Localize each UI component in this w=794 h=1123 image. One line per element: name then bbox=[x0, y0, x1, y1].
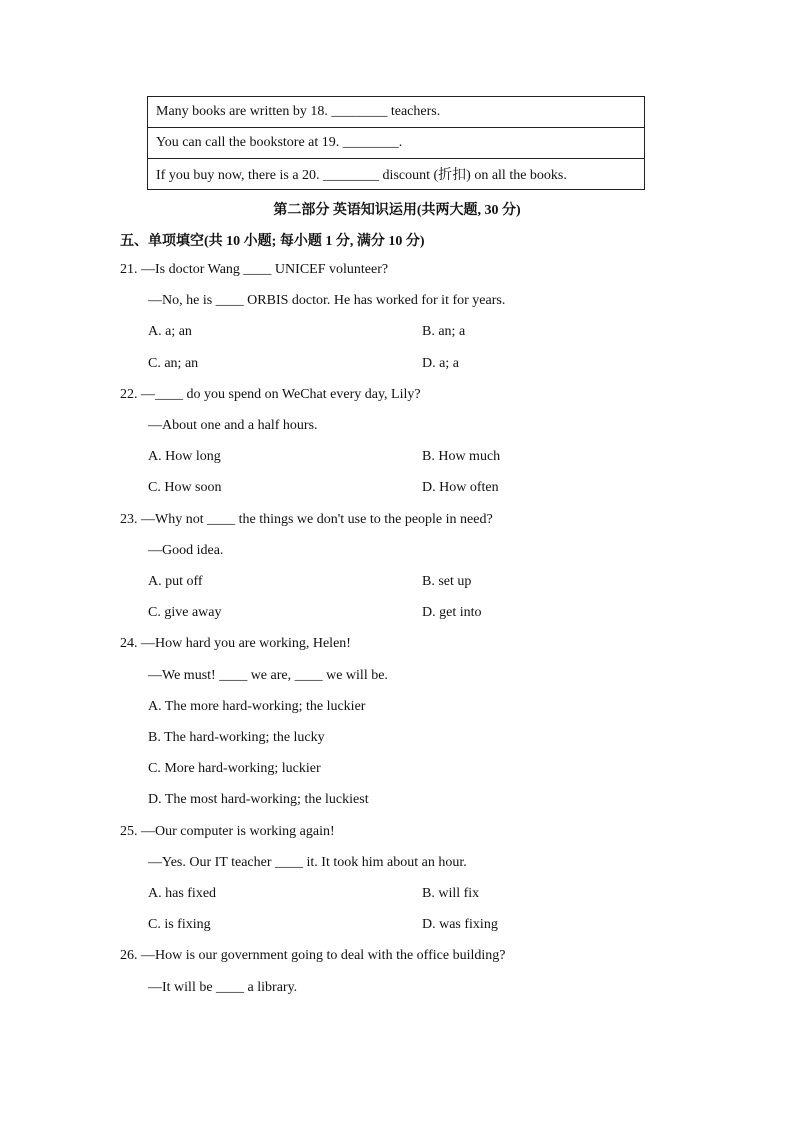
option-21-c: C. an; an bbox=[148, 356, 199, 371]
option-23-c: C. give away bbox=[148, 605, 222, 620]
question-stem-26: 26. —How is our government going to deal with the office building? bbox=[120, 948, 506, 963]
option-24-c: C. More hard-working; luckier bbox=[148, 761, 321, 776]
question-reply-21: —No, he is ____ ORBIS doctor. He has worked for it for years. bbox=[148, 293, 506, 308]
option-24-a: A. The more hard-working; the luckier bbox=[148, 699, 366, 714]
option-21-b: B. an; a bbox=[422, 324, 466, 339]
option-25-b: B. will fix bbox=[422, 886, 480, 901]
table-cell: Many books are written by 18. ________ teachers. bbox=[148, 97, 645, 128]
answer-table bbox=[147, 96, 645, 190]
option-25-d: D. was fixing bbox=[422, 917, 498, 932]
option-22-c: C. How soon bbox=[148, 480, 222, 495]
question-stem-21: 21. —Is doctor Wang ____ UNICEF volunteer? bbox=[120, 262, 389, 277]
option-22-b: B. How much bbox=[422, 449, 501, 464]
option-23-a: A. put off bbox=[148, 574, 203, 589]
section-title: 第二部分 英语知识运用(共两大题, 30 分) bbox=[273, 203, 521, 218]
question-reply-25: —Yes. Our IT teacher ____ it. It took him about an hour. bbox=[148, 855, 467, 870]
table-row bbox=[148, 159, 645, 190]
option-22-a: A. How long bbox=[148, 449, 221, 464]
option-23-b: B. set up bbox=[422, 574, 472, 589]
table-row bbox=[148, 128, 645, 159]
question-stem-23: 23. —Why not ____ the things we don't use to the people in need? bbox=[120, 512, 493, 527]
option-24-d: D. The most hard-working; the luckiest bbox=[148, 792, 369, 807]
question-reply-24: —We must! ____ we are, ____ we will be. bbox=[148, 668, 388, 683]
question-stem-25: 25. —Our computer is working again! bbox=[120, 824, 335, 839]
part-heading: 五、单项填空(共 10 小题; 每小题 1 分, 满分 10 分) bbox=[120, 234, 425, 249]
option-21-a: A. a; an bbox=[148, 324, 192, 339]
table-cell: You can call the bookstore at 19. ________. bbox=[148, 128, 645, 159]
question-reply-23: —Good idea. bbox=[148, 543, 224, 558]
question-reply-22: —About one and a half hours. bbox=[148, 418, 318, 433]
option-21-d: D. a; a bbox=[422, 356, 459, 371]
table-row bbox=[148, 97, 645, 128]
option-24-b: B. The hard-working; the lucky bbox=[148, 730, 325, 745]
option-25-a: A. has fixed bbox=[148, 886, 217, 901]
question-stem-24: 24. —How hard you are working, Helen! bbox=[120, 636, 351, 651]
table-cell: If you buy now, there is a 20. ________ discount (折扣) on all the books. bbox=[148, 159, 645, 190]
question-reply-26: —It will be ____ a library. bbox=[148, 980, 298, 995]
option-23-d: D. get into bbox=[422, 605, 482, 620]
option-22-d: D. How often bbox=[422, 480, 499, 495]
question-stem-22: 22. —____ do you spend on WeChat every day, Lily? bbox=[120, 387, 421, 402]
option-25-c: C. is fixing bbox=[148, 917, 211, 932]
